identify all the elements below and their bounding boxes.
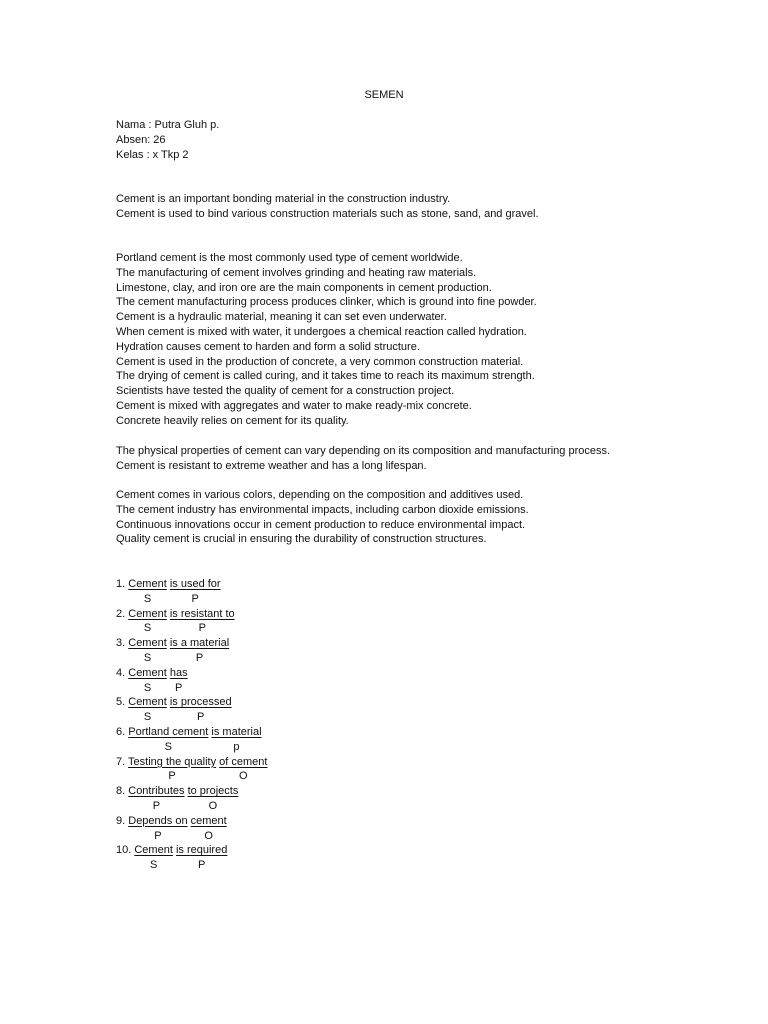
exercise-sentence: [116, 755, 267, 770]
student-absen: Absen: 26: [116, 133, 166, 146]
paragraph-line: Cement is used in the production of concrete, a very common construction material.: [116, 355, 524, 368]
exercise-tags: [116, 769, 267, 784]
paragraph-line: The cement manufacturing process produces clinker, which is ground into fine powder.: [116, 296, 537, 309]
paragraph-line: Cement is a hydraulic material, meaning it can set even underwater.: [116, 311, 447, 324]
exercise-part: Cement: [128, 696, 167, 709]
grammar-tag: S: [143, 681, 152, 694]
paragraph-line: Cement is used to bind various construction materials such as stone, sand, and gravel.: [116, 207, 539, 220]
exercise-number: 9.: [116, 814, 126, 827]
paragraph-line: Cement is resistant to extreme weather and has a long lifespan.: [116, 459, 427, 472]
paragraph-line: Cement is an important bonding material in the construction industry.: [116, 193, 451, 205]
exercise-part: Cement: [128, 607, 167, 620]
paragraph-line: Hydration causes cement to harden and form a solid structure.: [116, 340, 420, 353]
grammar-tag: S: [149, 859, 158, 872]
exercise-sentence: [116, 666, 267, 681]
exercise-part: is resistant to: [169, 607, 235, 620]
grammar-tag: S: [143, 711, 152, 724]
grammar-tag: S: [164, 740, 172, 753]
student-class: Kelas : x Tkp 2: [116, 148, 189, 161]
exercise-number: 4.: [116, 666, 126, 679]
exercise-part: Testing the quality: [128, 755, 217, 768]
exercise-part: Cement: [128, 666, 167, 679]
exercise-part: Depends on: [128, 814, 188, 827]
exercise-part: of cement: [219, 755, 268, 768]
exercise-tags: [116, 681, 267, 696]
exercise-sentence: [116, 725, 267, 740]
paragraph: [116, 444, 610, 474]
exercise-number: 3.: [116, 637, 126, 650]
grammar-tag: O: [204, 829, 213, 842]
exercise-part: is material: [211, 725, 262, 738]
paragraph-line: The cement industry has environmental impacts, including carbon dioxide emissions.: [116, 503, 529, 516]
grammar-tag: S: [143, 651, 152, 664]
paragraph-line: Continuous innovations occur in cement production to reduce environmental impact.: [116, 518, 526, 531]
grammar-tag: P: [168, 770, 176, 783]
grammar-tag: P: [154, 829, 162, 842]
paragraph-line: Scientists have tested the quality of cement for a construction project.: [116, 385, 455, 398]
exercise-sentence: [116, 784, 267, 799]
exercise-part: is a material: [169, 637, 230, 650]
exercise-part: is required: [175, 844, 228, 857]
grammar-tag: P: [197, 711, 205, 724]
exercise-tags: [116, 829, 267, 844]
grammar-tag: O: [208, 799, 218, 812]
exercise-tags: [116, 592, 267, 607]
exercise-part: is used for: [169, 578, 221, 590]
exercise-number: 10.: [116, 844, 132, 857]
exercise-part: Contributes: [128, 785, 185, 798]
exercise-tags: [116, 858, 267, 873]
grammar-tag: p: [233, 740, 240, 753]
exercise-number: 6.: [116, 725, 126, 738]
student-name: Nama : Putra Gluh p.: [116, 119, 220, 131]
exercise-tags: [116, 621, 267, 636]
exercise-number: 2.: [116, 607, 126, 620]
exercise-sentence: [116, 814, 267, 829]
exercise-part: cement: [190, 814, 227, 827]
exercise-tags: [116, 799, 267, 814]
exercise-list: [116, 577, 267, 873]
exercise-part: is processed: [169, 696, 232, 709]
exercise-part: Portland cement: [128, 725, 209, 738]
grammar-tag: S: [143, 592, 152, 605]
document-title: SEMEN: [364, 89, 404, 101]
grammar-tag: P: [197, 859, 206, 872]
grammar-tag: P: [152, 799, 161, 812]
exercise-part: Cement: [128, 637, 167, 650]
paragraph: [116, 251, 537, 429]
exercise-number: 5.: [116, 696, 126, 709]
grammar-tag: S: [143, 622, 152, 635]
exercise-sentence: [116, 607, 267, 622]
paragraph-line: Cement comes in various colors, depending on the composition and additives used.: [116, 489, 524, 501]
exercise-number: 8.: [116, 785, 126, 798]
exercise-sentence: [116, 695, 267, 710]
grammar-tag: P: [191, 592, 199, 605]
grammar-tag: O: [239, 770, 248, 783]
paragraph-line: Concrete heavily relies on cement for its quality.: [116, 414, 349, 427]
paragraph: [116, 192, 539, 222]
paragraph-line: The manufacturing of cement involves grinding and heating raw materials.: [116, 266, 477, 279]
exercise-sentence: [116, 577, 267, 592]
grammar-tag: P: [195, 651, 204, 664]
exercise-tags: [116, 651, 267, 666]
paragraph-line: The physical properties of cement can vary depending on its composition and manufacturing process.: [116, 445, 611, 457]
paragraph-line: Portland cement is the most commonly used type of cement worldwide.: [116, 252, 463, 264]
exercise-number: 1.: [116, 578, 126, 590]
student-info: [116, 118, 219, 162]
exercise-tags: [116, 710, 267, 725]
exercise-part: Cement: [134, 844, 173, 857]
exercise-sentence: [116, 843, 267, 858]
exercise-part: has: [169, 666, 188, 679]
paragraph-line: The drying of cement is called curing, and it takes time to reach its maximum strength.: [116, 370, 535, 383]
paragraph: [116, 488, 529, 547]
exercise-part: Cement: [128, 578, 167, 590]
grammar-tag: P: [175, 681, 183, 694]
paragraph-line: Cement is mixed with aggregates and water to make ready-mix concrete.: [116, 399, 472, 412]
grammar-tag: P: [198, 622, 206, 635]
exercise-sentence: [116, 636, 267, 651]
exercise-tags: [116, 740, 267, 755]
paragraph-line: Quality cement is crucial in ensuring the durability of construction structures.: [116, 533, 487, 546]
paragraph-line: When cement is mixed with water, it undergoes a chemical reaction called hydration.: [116, 325, 527, 338]
exercise-number: 7.: [116, 755, 126, 768]
paragraph-line: Limestone, clay, and iron ore are the main components in cement production.: [116, 281, 492, 294]
exercise-part: to projects: [187, 785, 239, 798]
